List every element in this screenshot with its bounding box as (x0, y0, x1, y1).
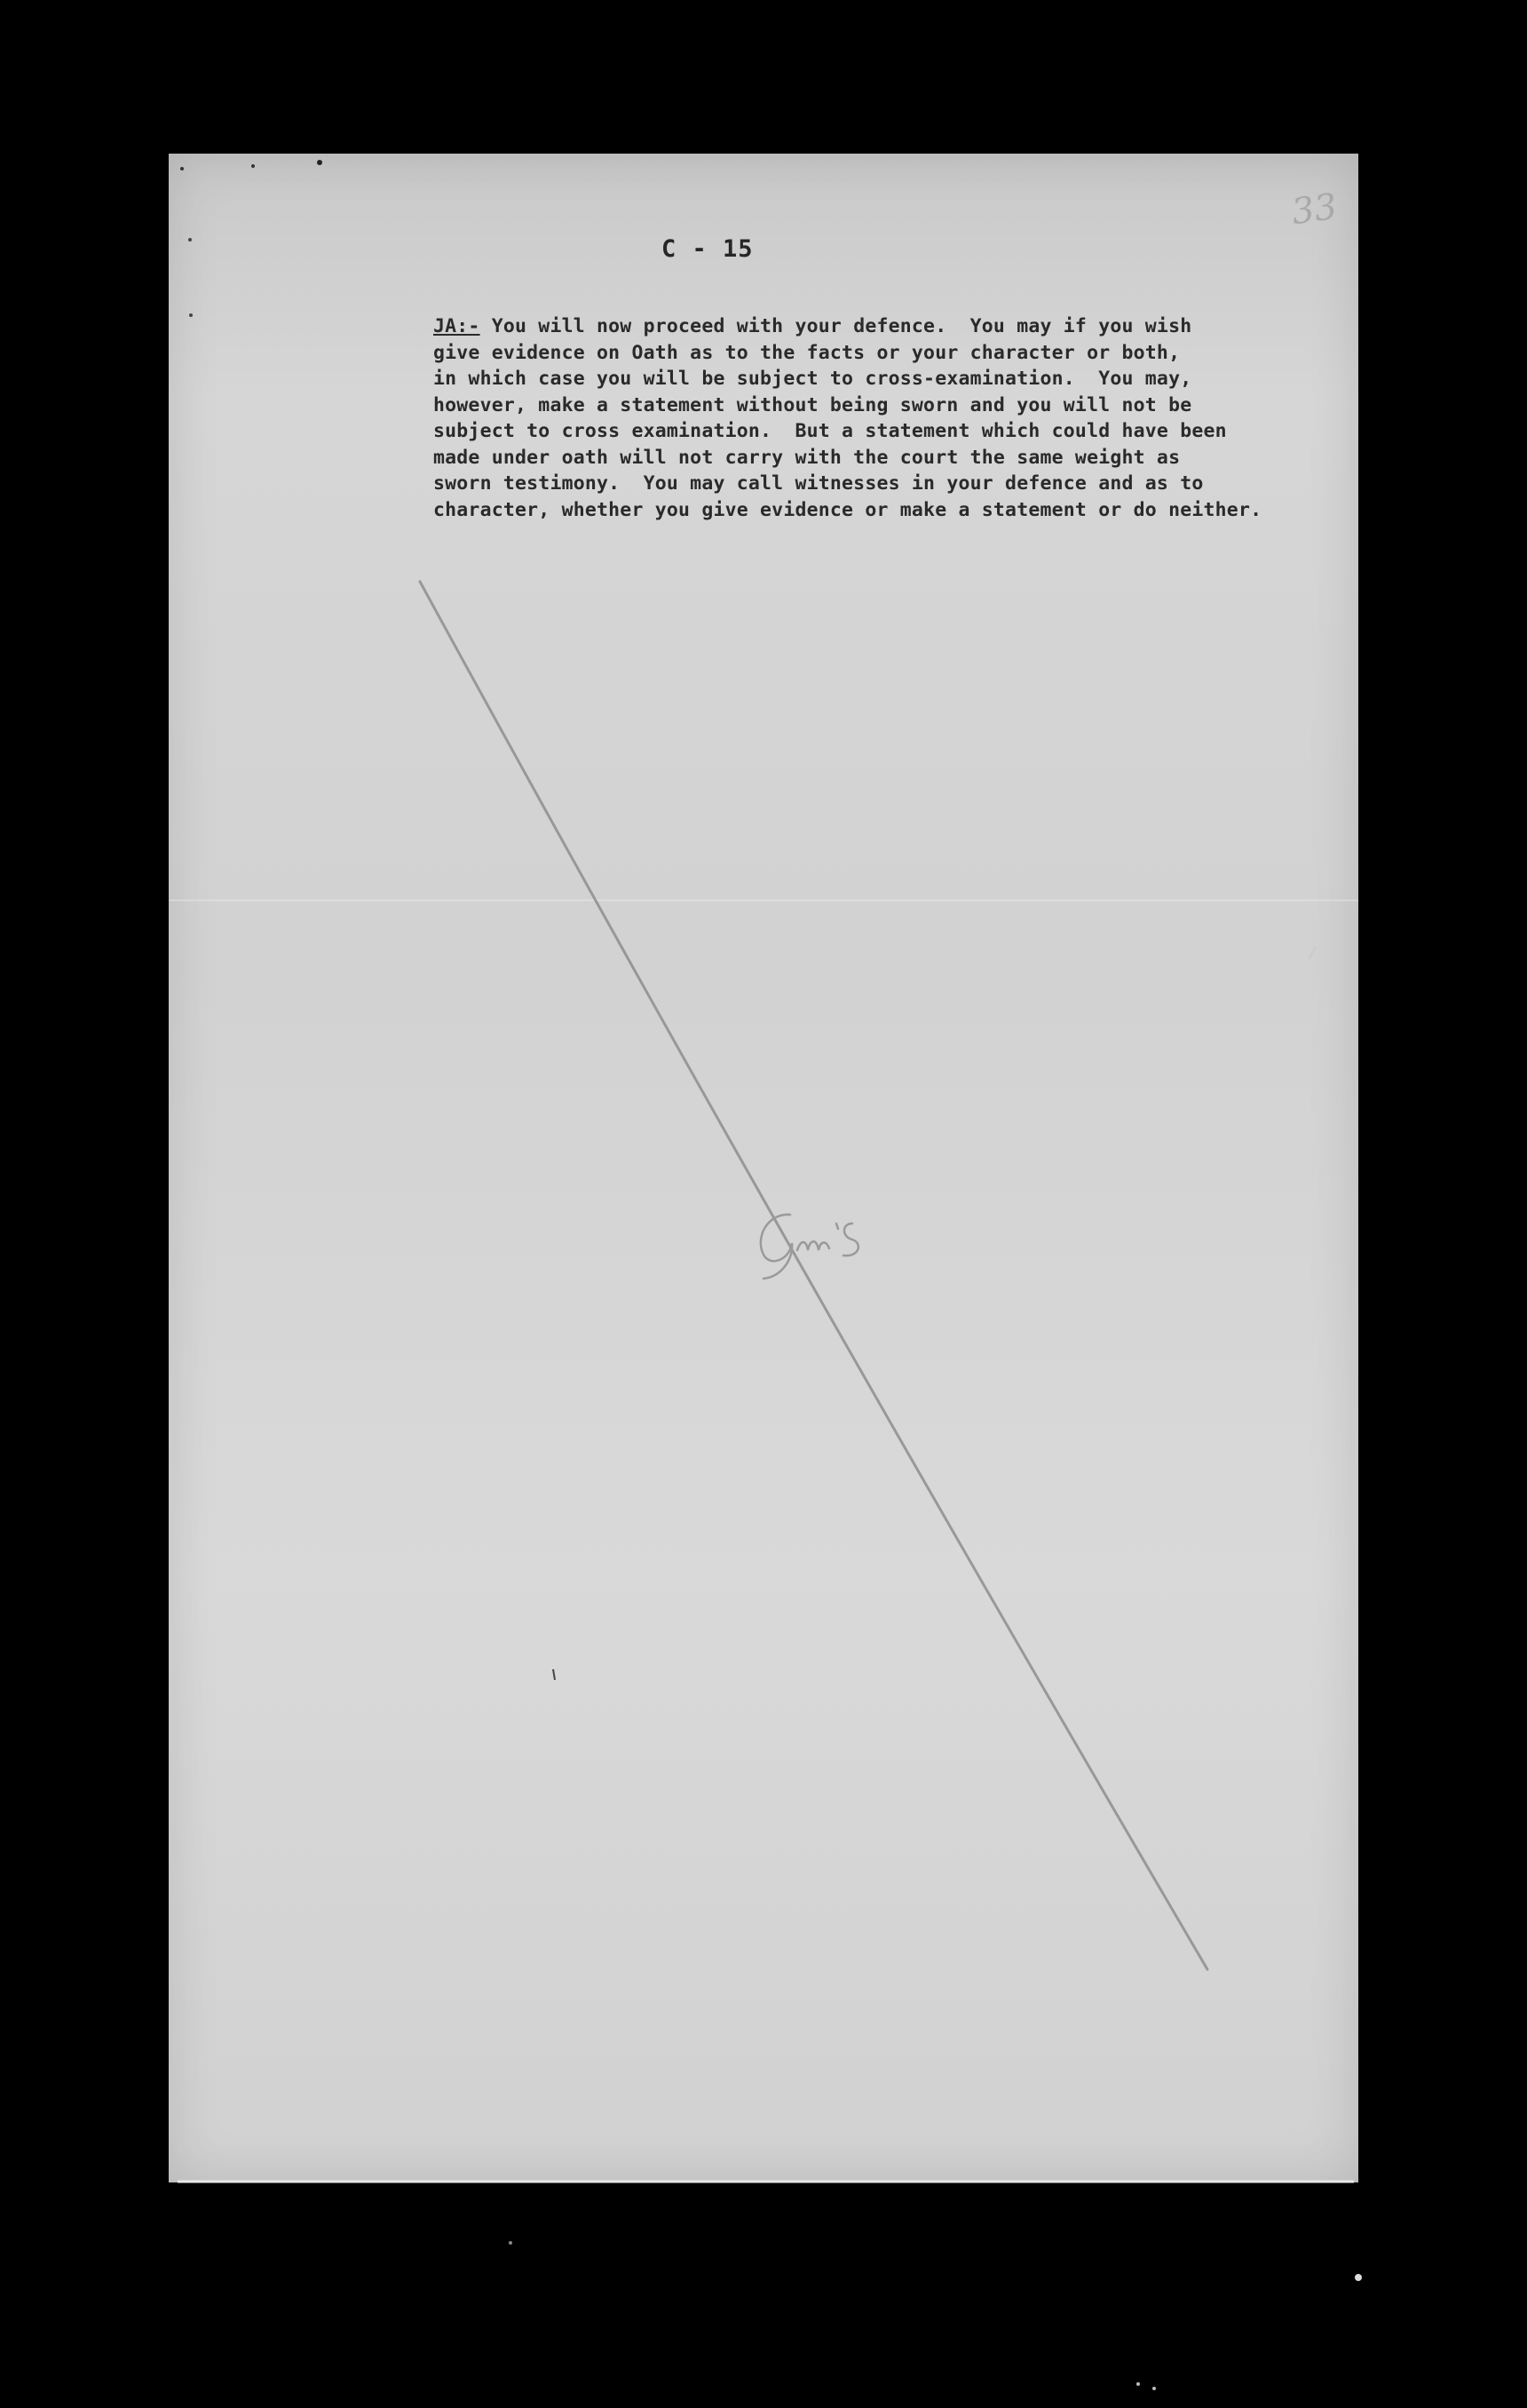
corner-folio-number: 33 (1289, 186, 1340, 234)
paragraph-line-4: however, make a statement without being sworn and you will not be (433, 393, 1192, 416)
paragraph-line-3: in which case you will be subject to cross-examination. You may, (433, 368, 1192, 390)
paragraph-line-5: subject to cross examination. But a statement which could have been (433, 420, 1227, 442)
paragraph-line-2: give evidence on Oath as to the facts or your character or both, (433, 341, 1181, 364)
page-number: C - 15 (661, 235, 754, 263)
pencil-strike-line (169, 154, 1358, 2182)
handwritten-initials-signature (737, 1188, 897, 1286)
paragraph-line-1-text: You will now proceed with your defence. You may if you wish (479, 315, 1192, 337)
paragraph-line-6: made under oath will not carry with the court the same weight as (433, 446, 1181, 469)
paragraph-line-7: sworn testimony. You may call witnesses in your defence and as to (433, 472, 1204, 495)
speaker-label: JA:- (433, 315, 480, 337)
paragraph-line-8: character, whether you give evidence or make a statement or do neither. (433, 498, 1262, 521)
document-page (169, 154, 1358, 2182)
